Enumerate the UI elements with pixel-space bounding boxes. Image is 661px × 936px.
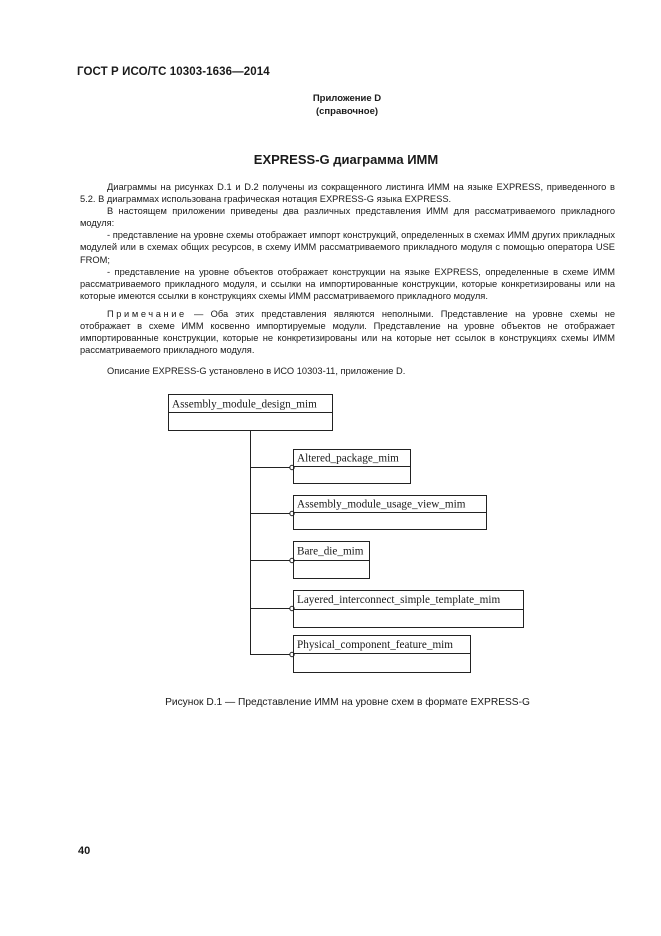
schema-box-assembly-module-usage-view: [294, 496, 487, 530]
annex-type: (справочное): [315, 106, 379, 117]
schema-name: Altered_package_mim: [297, 452, 399, 465]
schema-box-physical-component-feature: [294, 636, 471, 673]
description-paragraph: Описание EXPRESS-G установлено в ИСО 10303-11, приложение D.: [107, 366, 406, 377]
schema-name: Assembly_module_usage_view_mim: [297, 498, 466, 511]
paragraph-4: - представление на уровне объектов отображает конструкции на языке EXPRESS, определенные в схеме ИММ рассматриваемого прикладного модуля, и ссылки на импортированные конструкции, которые конкретизированы или на которые имеются ссылки в конструкциях схемы ИММ рассматриваемого прикладного модуля.: [80, 266, 615, 301]
main-schema-name: Assembly_module_design_mim: [172, 398, 317, 411]
section-title: EXPRESS-G диаграмма ИММ: [253, 152, 439, 167]
paragraph-1: Диаграммы на рисунках D.1 и D.2 получены из сокращенного листинга ИММ на языке EXPRESS, приведенного в 5.2. В диаграммах использована графическая нотация EXPRESS-G языка EXPRESS.: [80, 182, 615, 205]
annex-title: Приложение D: [312, 93, 382, 104]
schema-name: Bare_die_mim: [297, 545, 364, 558]
page-number: 40: [78, 845, 91, 857]
schema-name: Physical_component_feature_mim: [297, 639, 453, 651]
note-text: — Оба этих представления являются неполными. Представление на уровне схемы не отображает в схеме ИММ косвенно импортируемые модули. Представление на уровне объектов не отображает импортированные конструкции, которые не конкретизированы или на которые нет ссылок в конструкциях схемы ИММ рассматриваемого прикладного модуля.: [80, 308, 615, 356]
schema-box-layered-interconnect: [294, 591, 524, 628]
connector-lines: [250, 431, 294, 657]
standard-header: ГОСТ Р ИСО/ТС 10303-1636—2014: [77, 66, 270, 78]
paragraph-3: - представление на уровне схемы отображает импорт конструкций, определенных в схемах ИММ других прикладных модулей или в схемах общих ресурсов, в схему ИММ рассматриваемого прикладного модуля с помощью оператора USE FROM;: [80, 230, 615, 265]
main-schema-box: [169, 395, 333, 431]
schema-box-bare-die: [294, 542, 370, 579]
figure-caption: Рисунок D.1 — Представление ИММ на уровне схем в формате EXPRESS-G: [165, 697, 530, 708]
schema-box-altered-package: [294, 450, 411, 484]
note-label: Примечание: [107, 308, 187, 319]
paragraph-2: В настоящем приложении приведены два различных представления ИММ для рассматриваемого прикладного модуля:: [80, 206, 615, 229]
schema-name: Layered_interconnect_simple_template_mim: [297, 594, 501, 606]
